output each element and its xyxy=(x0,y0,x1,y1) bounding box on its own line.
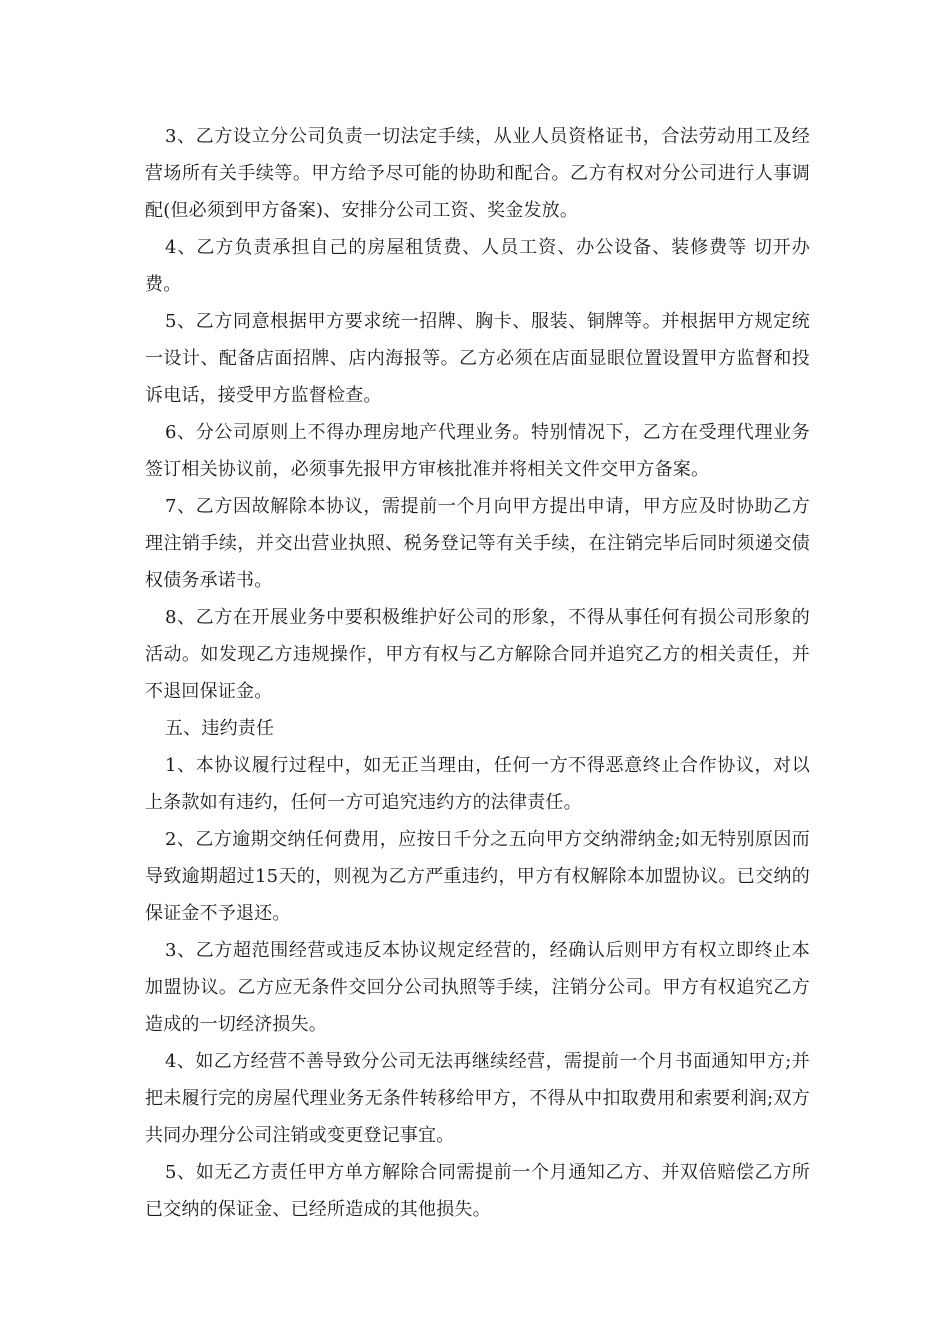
clause-4-4: 4、乙方负责承担自己的房屋租赁费、人员工资、办公设备、装修费等 切开办费。 xyxy=(145,237,810,295)
clause-5-5: 5、如无乙方责任甲方单方解除合同需提前一个月通知乙方、并双倍赔偿乙方所已交纳的保证金、已经所造成的其他损失。 xyxy=(145,1162,810,1220)
clause-4-8: 8、乙方在开展业务中要积极维护好公司的形象，不得从事任何有损公司形象的活动。如发现乙方违规操作，甲方有权与乙方解除合同并追究乙方的相关责任，并不退回保证金。 xyxy=(145,607,810,702)
clause-5-4: 4、如乙方经营不善导致分公司无法再继续经营，需提前一个月书面通知甲方;并把未履行完的房屋代理业务无条件转移给甲方，不得从中扣取费用和索要利润;双方共同办理分公司注销或变更登记事宜。 xyxy=(145,1051,810,1146)
clause-4-3: 3、乙方设立分公司负责一切法定手续，从业人员资格证书，合法劳动用工及经营场所有关手续等。甲方给予尽可能的协助和配合。乙方有权对分公司进行人事调配(但必须到甲方备案)、安排分公司工资、奖金发放。 xyxy=(145,126,810,221)
clause-5-2: 2、乙方逾期交纳任何费用，应按日千分之五向甲方交纳滞纳金;如无特别原因而导致逾期超过15天的，则视为乙方严重违约，甲方有权解除本加盟协议。已交纳的保证金不予退还。 xyxy=(145,829,810,924)
clause-4-5: 5、乙方同意根据甲方要求统一招牌、胸卡、服装、铜牌等。并根据甲方规定统一设计、配备店面招牌、店内海报等。乙方必须在店面显眼位置设置甲方监督和投诉电话，接受甲方监督检查。 xyxy=(145,311,810,406)
section-heading-breach-liability: 五、违约责任 xyxy=(165,718,275,739)
clause-4-7: 7、乙方因故解除本协议，需提前一个月向甲方提出申请，甲方应及时协助乙方理注销手续，并交出营业执照、税务登记等有关手续，在注销完毕后同时须递交债权债务承诺书。 xyxy=(145,496,810,591)
clause-4-6: 6、分公司原则上不得办理房地产代理业务。特别情况下，乙方在受理代理业务签订相关协议前，必须事先报甲方审核批准并将相关文件交甲方备案。 xyxy=(145,422,810,480)
document-body xyxy=(145,118,810,1228)
clause-5-3: 3、乙方超范围经营或违反本协议规定经营的，经确认后则甲方有权立即终止本加盟协议。乙方应无条件交回分公司执照等手续，注销分公司。甲方有权追究乙方造成的一切经济损失。 xyxy=(145,940,810,1035)
clause-5-1: 1、本协议履行过程中，如无正当理由，任何一方不得恶意终止合作协议，对以上条款如有违约，任何一方可追究违约方的法律责任。 xyxy=(145,755,810,813)
